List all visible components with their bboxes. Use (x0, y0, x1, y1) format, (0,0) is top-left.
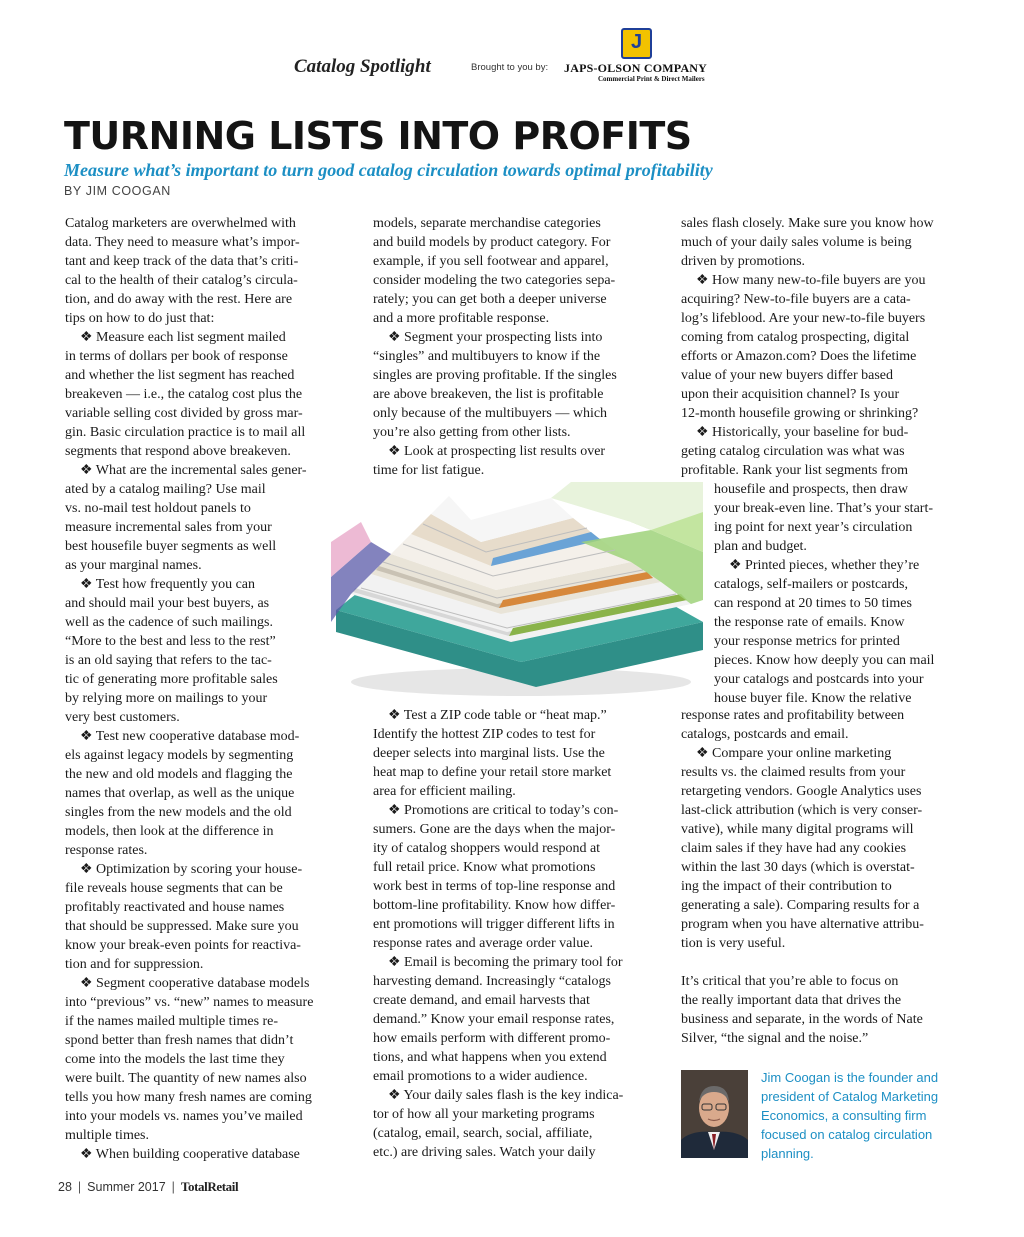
article-line: results vs. the claimed results from your (681, 765, 906, 780)
article-line: is an old saying that refers to the tac- (65, 653, 272, 668)
article-line: ity of catalog shoppers would respond at (373, 841, 601, 856)
article-line: profitably reactivated and house names (65, 900, 285, 915)
article-line: ❖ What are the incremental sales gener- (80, 463, 307, 478)
article-line: and whether the list segment has reached (65, 368, 295, 383)
article-line: last-click attribution (which is very conser- (681, 803, 923, 818)
article-line: file reveals house segments that can be (65, 881, 283, 896)
article-line: bottom-line profitability. Know how differ- (373, 898, 616, 913)
article-line: tells you how many fresh names are coming (65, 1090, 312, 1105)
article-line: measure incremental sales from your (65, 520, 272, 535)
article-line: claim sales if they have had any cookies (681, 841, 907, 856)
article-line: create demand, and email harvests that (373, 993, 590, 1008)
article-headline: TURNING LISTS INTO PROFITS (64, 114, 692, 158)
article-line: plan and budget. (714, 539, 807, 554)
section-title: Catalog Spotlight (294, 56, 431, 77)
article-line: time for list fatigue. (373, 463, 485, 478)
author-bio-line: Economics, a consulting firm (761, 1108, 927, 1123)
article-line: tions, and what happens when you extend (373, 1050, 607, 1065)
article-line: into “previous” vs. “new” names to measure (65, 995, 314, 1010)
article-line: and build models by product category. For (373, 235, 611, 250)
article-line: business and separate, in the words of Nate (681, 1012, 923, 1027)
article-line: tic of generating more profitable sales (65, 672, 278, 687)
article-line: the new and old models and flagging the (65, 767, 293, 782)
article-line: tor of how all your marketing programs (373, 1107, 595, 1122)
publication-brand: TotalRetail (180, 1179, 239, 1194)
article-line: within the last 30 days (which is overstat- (681, 860, 915, 875)
article-line: ❖ Printed pieces, whether they’re (729, 558, 920, 573)
article-line: value of your new buyers differ based (681, 368, 894, 383)
article-line: demand.” Know your email response rates, (373, 1012, 615, 1027)
article-line: response rates and average order value. (373, 936, 594, 951)
article-line: profitable. Rank your list segments from (681, 463, 909, 478)
article-line: by relying more on mailings to your (65, 691, 268, 706)
article-line: that should be suppressed. Make sure you (65, 919, 299, 934)
article-line: generating a sale). Comparing results for a (681, 898, 920, 913)
article-line: ❖ Segment your prospecting lists into (388, 330, 603, 345)
article-line: sales flash closely. Make sure you know how (681, 216, 934, 231)
article-byline: BY JIM COOGAN (64, 184, 171, 198)
article-line: tips on how to do just that: (65, 311, 215, 326)
author-bio-line: planning. (761, 1146, 814, 1161)
article-line: as your marginal names. (65, 558, 202, 573)
article-line: ent promotions will trigger different lifts in (373, 917, 615, 932)
article-line: much of your daily sales volume is being (681, 235, 912, 250)
article-line: your break-even line. That’s your start- (714, 501, 934, 516)
article-line: best housefile buyer segments as well (65, 539, 277, 554)
article-line: Silver, “the signal and the noise.” (681, 1031, 869, 1046)
article-line: heat map to define your retail store market (373, 765, 612, 780)
article-line: coming from catalog prospecting, digital (681, 330, 910, 345)
article-line: ❖ Optimization by scoring your house- (80, 862, 303, 877)
article-line: know your break-even points for reactiva- (65, 938, 301, 953)
article-line: driven by promotions. (681, 254, 806, 269)
article-line: and a more profitable response. (373, 311, 550, 326)
article-line: efforts or Amazon.com? Does the lifetime (681, 349, 917, 364)
article-line: ing point for next year’s circulation (714, 520, 913, 535)
footer-separator: | (171, 1180, 175, 1194)
page-number: 28 (58, 1180, 72, 1194)
article-line: data. They need to measure what’s impor- (65, 235, 300, 250)
article-column-1 (65, 214, 355, 1164)
article-line: ❖ Measure each list segment mailed (80, 330, 286, 345)
article-line: singles from the new models and the old (65, 805, 292, 820)
catalog-stack-photo (331, 482, 705, 700)
article-line: ated by a catalog mailing? Use mail (65, 482, 266, 497)
article-line: full retail price. Know what promotions (373, 860, 596, 875)
article-line: segments that respond above breakeven. (65, 444, 291, 459)
article-column-3-bottom (681, 706, 971, 1048)
article-line: can respond at 20 times to 50 times (714, 596, 912, 611)
article-line: singles are proving profitable. If the singles (373, 368, 617, 383)
article-line: rately; you can get both a deeper universe (373, 292, 607, 307)
article-line: ❖ Look at prospecting list results over (388, 444, 606, 459)
article-line: sumers. Gone are the days when the major- (373, 822, 616, 837)
author-bio-line: president of Catalog Marketing (761, 1089, 939, 1104)
article-line: els against legacy models by segmenting (65, 748, 294, 763)
article-subhead: Measure what’s important to turn good catalog circulation towards optimal profitability (64, 160, 713, 180)
article-line: ❖ Promotions are critical to today’s con- (388, 803, 619, 818)
article-line: vs. no-mail test holdout panels to (65, 501, 251, 516)
logo-letter: J (630, 31, 643, 53)
article-line: come into the models the last time they (65, 1052, 285, 1067)
article-line: ❖ How many new-to-file buyers are you (696, 273, 926, 288)
article-line: the really important data that drives the (681, 993, 902, 1008)
article-line: you’re also getting from other lists. (373, 425, 571, 440)
article-line: example, if you sell footwear and apparel, (373, 254, 609, 269)
article-line: cal to the health of their catalog’s circula- (65, 273, 298, 288)
article-line: ing the impact of their contribution to (681, 879, 892, 894)
article-line: acquiring? New-to-file buyers are a cata- (681, 292, 911, 307)
article-column-2-bottom (373, 706, 663, 1162)
article-line: area for efficient mailing. (373, 784, 516, 799)
article-line: program when you have alternative attribu- (681, 917, 924, 932)
article-line: Catalog marketers are overwhelmed with (65, 216, 296, 231)
article-line: multiple times. (65, 1128, 149, 1143)
article-line: geting catalog circulation was what was (681, 444, 905, 459)
article-line: are above breakeven, the list is profitable (373, 387, 604, 402)
article-line: were built. The quantity of new names also (65, 1071, 307, 1086)
article-line: consider modeling the two categories sepa- (373, 273, 616, 288)
article-line: house buyer file. Know the relative (714, 691, 912, 706)
article-line: ❖ Test a ZIP code table or “heat map.” (388, 708, 607, 723)
article-column-3-top (681, 214, 971, 708)
japs-olson-logo-icon (621, 28, 652, 59)
article-line: etc.) are driving sales. Watch your daily (373, 1145, 596, 1160)
author-portrait-icon (681, 1070, 748, 1158)
article-line: response rates and profitability between (681, 708, 905, 723)
article-line: ❖ Compare your online marketing (696, 746, 892, 761)
article-column-2-top (373, 214, 663, 480)
sponsor-company-name: JAPS-OLSON COMPANY (564, 61, 708, 75)
article-line: upon their acquisition channel? Is your (681, 387, 900, 402)
article-line: Identify the hottest ZIP codes to test for (373, 727, 596, 742)
sponsor-label: Brought to you by: (471, 62, 549, 73)
article-line: pieces. Know how deeply you can mail (714, 653, 935, 668)
article-line: work best in terms of top-line response and (373, 879, 616, 894)
article-line: It’s critical that you’re able to focus on (681, 974, 899, 989)
article-line: and should mail your best buyers, as (65, 596, 270, 611)
article-line: catalogs, postcards and email. (681, 727, 849, 742)
article-line: breakeven — i.e., the catalog cost plus the (65, 387, 303, 402)
article-line: in terms of dollars per book of response (65, 349, 288, 364)
article-line: response rates. (65, 843, 148, 858)
author-photo (681, 1070, 748, 1158)
footer-separator: | (77, 1180, 82, 1194)
article-line: variable selling cost divided by gross mar- (65, 406, 303, 421)
article-line: tion, and do away with the rest. Here are (65, 292, 293, 307)
article-line: housefile and prospects, then draw (714, 482, 908, 497)
article-line: “singles” and multibuyers to know if the (373, 349, 601, 364)
issue-label: Summer 2017 (87, 1180, 166, 1194)
author-bio (761, 1068, 971, 1163)
catalog-spotlight-header (294, 28, 734, 90)
article-line: log’s lifeblood. Are your new-to-file buyers (681, 311, 926, 326)
article-line: ❖ When building cooperative database (80, 1147, 300, 1162)
article-line: email promotions to a wider audience. (373, 1069, 588, 1084)
catalog-stack-illustration (331, 482, 705, 700)
sponsor-company-tagline: Commercial Print & Direct Mailers (598, 75, 705, 83)
article-line: the response rate of emails. Know (714, 615, 905, 630)
article-line: spond better than fresh names that didn’t (65, 1033, 294, 1048)
article-line: 12-month housefile growing or shrinking? (681, 406, 919, 421)
article-line: well as the cadence of such mailings. (65, 615, 273, 630)
article-line: names that overlap, as well as the unique (65, 786, 295, 801)
article-line: ❖ Segment cooperative database models (80, 976, 310, 991)
article-line: ❖ Historically, your baseline for bud- (696, 425, 909, 440)
article-line: gin. Basic circulation practice is to mail all (65, 425, 306, 440)
article-line: ❖ Email is becoming the primary tool for (388, 955, 623, 970)
author-bio-line: focused on catalog circulation (761, 1127, 933, 1142)
article-line: very best customers. (65, 710, 180, 725)
article-line: how emails perform with different promo- (373, 1031, 611, 1046)
article-line: catalogs, self-mailers or postcards, (714, 577, 908, 592)
article-line: if the names mailed multiple times re- (65, 1014, 279, 1029)
article-line: your response metrics for printed (714, 634, 900, 649)
article-line: only because of the multibuyers — which (373, 406, 608, 421)
article-line: tant and keep track of the data that’s criti- (65, 254, 299, 269)
article-line: models, separate merchandise categories (373, 216, 601, 231)
page-footer (58, 1179, 238, 1195)
article-line: vative), while many digital programs will (681, 822, 914, 837)
author-bio-line: Jim Coogan is the founder and (761, 1070, 939, 1085)
article-line: ❖ Your daily sales flash is the key indica- (388, 1088, 624, 1103)
article-line: your catalogs and postcards into your (714, 672, 924, 687)
article-line: “More to the best and less to the rest” (65, 634, 276, 649)
article-line: deeper selects into marginal lists. Use the (373, 746, 605, 761)
article-line: harvesting demand. Increasingly “catalogs (373, 974, 611, 989)
article-line: retargeting vendors. Google Analytics uses (681, 784, 922, 799)
article-line (681, 953, 971, 972)
article-line: models, then look at the difference in (65, 824, 274, 839)
article-line: into your models vs. names you’ve mailed (65, 1109, 303, 1124)
article-line: ❖ Test how frequently you can (80, 577, 255, 592)
article-line: tion and for suppression. (65, 957, 204, 972)
article-line: tion is very useful. (681, 936, 786, 951)
article-line: (catalog, email, search, social, affiliate, (373, 1126, 593, 1141)
article-line: ❖ Test new cooperative database mod- (80, 729, 300, 744)
